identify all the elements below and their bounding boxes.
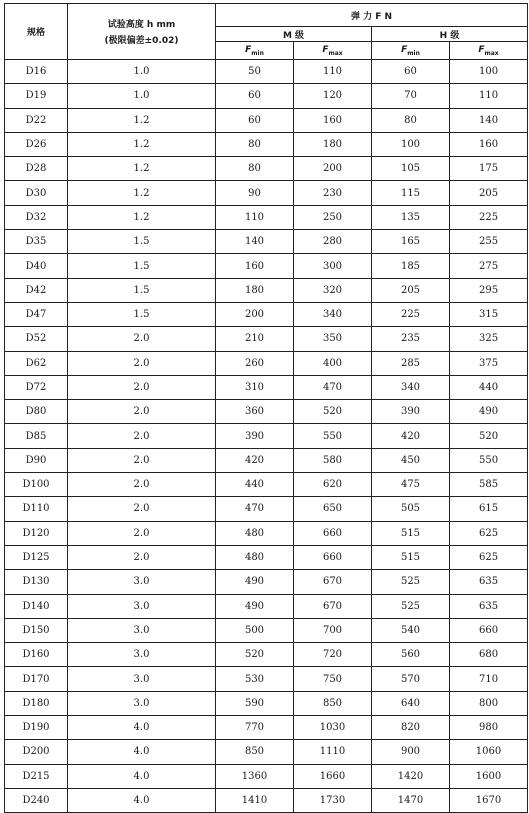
m-fmax-cell: 110	[294, 60, 372, 84]
spec-cell: D170	[5, 667, 68, 691]
m-fmin-cell: 160	[216, 254, 294, 278]
h-fmin-cell: 105	[372, 157, 450, 181]
h-fmin-cell: 475	[372, 473, 450, 497]
h-fmax-cell: 980	[450, 716, 528, 740]
table-row	[5, 205, 528, 229]
f-symbol: F	[478, 44, 485, 55]
h-fmin-cell: 525	[372, 594, 450, 618]
h-fmax-cell: 680	[450, 643, 528, 667]
spec-cell: D19	[5, 84, 68, 108]
h-fmax-cell: 710	[450, 667, 528, 691]
test-height-cell: 1.5	[68, 230, 216, 254]
m-fmin-cell: 770	[216, 716, 294, 740]
m-fmin-cell: 140	[216, 230, 294, 254]
h-fmax-cell: 175	[450, 157, 528, 181]
h-fmin-cell: 570	[372, 667, 450, 691]
h-fmax-cell: 800	[450, 691, 528, 715]
test-height-cell: 1.2	[68, 205, 216, 229]
table-row	[5, 643, 528, 667]
test-height-cell: 2.0	[68, 521, 216, 545]
m-fmin-cell: 260	[216, 351, 294, 375]
h-fmin-cell: 80	[372, 108, 450, 132]
m-fmax-cell: 550	[294, 424, 372, 448]
m-fmax-cell: 340	[294, 302, 372, 326]
table-row	[5, 327, 528, 351]
test-height-cell: 2.0	[68, 351, 216, 375]
h-fmin-cell: 540	[372, 618, 450, 642]
min-subscript: min	[407, 49, 420, 57]
h-fmin-cell: 390	[372, 400, 450, 424]
spec-cell: D215	[5, 764, 68, 788]
m-fmax-cell: 470	[294, 375, 372, 399]
m-fmax-cell: 750	[294, 667, 372, 691]
table-row	[5, 424, 528, 448]
test-height-cell: 1.0	[68, 60, 216, 84]
h-fmin-cell: 420	[372, 424, 450, 448]
m-fmax-header	[294, 42, 372, 60]
h-fmin-cell: 115	[372, 181, 450, 205]
test-height-cell: 2.0	[68, 497, 216, 521]
spec-cell: D47	[5, 302, 68, 326]
spec-cell: D240	[5, 788, 68, 812]
spec-cell: D140	[5, 594, 68, 618]
m-fmax-cell: 650	[294, 497, 372, 521]
h-fmin-cell: 340	[372, 375, 450, 399]
table-row	[5, 400, 528, 424]
table-row	[5, 132, 528, 156]
m-fmin-cell: 210	[216, 327, 294, 351]
h-fmax-cell: 255	[450, 230, 528, 254]
m-fmin-cell: 520	[216, 643, 294, 667]
spec-cell: D180	[5, 691, 68, 715]
table-row	[5, 84, 528, 108]
h-fmin-cell: 225	[372, 302, 450, 326]
h-fmin-cell: 70	[372, 84, 450, 108]
m-fmax-cell: 1110	[294, 740, 372, 764]
table-row	[5, 594, 528, 618]
table-row	[5, 60, 528, 84]
h-fmax-cell: 625	[450, 545, 528, 569]
m-fmin-cell: 490	[216, 594, 294, 618]
m-fmin-cell: 590	[216, 691, 294, 715]
table-row	[5, 667, 528, 691]
test-height-cell: 2.0	[68, 327, 216, 351]
m-fmin-cell: 90	[216, 181, 294, 205]
h-fmin-cell: 640	[372, 691, 450, 715]
table-row	[5, 181, 528, 205]
test-height-cell: 2.0	[68, 448, 216, 472]
h-fmax-cell: 615	[450, 497, 528, 521]
spec-cell: D22	[5, 108, 68, 132]
h-fmax-cell: 490	[450, 400, 528, 424]
m-fmin-cell: 180	[216, 278, 294, 302]
h-fmin-cell: 205	[372, 278, 450, 302]
h-fmin-cell: 1420	[372, 764, 450, 788]
table-row	[5, 788, 528, 812]
grade-m-header: M 级	[216, 27, 372, 42]
h-fmax-cell: 1670	[450, 788, 528, 812]
table-row	[5, 497, 528, 521]
test-height-cell: 2.0	[68, 424, 216, 448]
tolerance-note: (极限偏差±0.02)	[104, 36, 179, 46]
m-fmin-cell: 80	[216, 157, 294, 181]
m-fmax-cell: 200	[294, 157, 372, 181]
h-fmax-cell: 275	[450, 254, 528, 278]
m-fmin-cell: 390	[216, 424, 294, 448]
m-fmax-cell: 1660	[294, 764, 372, 788]
table-row	[5, 521, 528, 545]
h-fmax-cell: 520	[450, 424, 528, 448]
m-fmin-cell: 80	[216, 132, 294, 156]
spec-header: 规格	[5, 4, 68, 60]
spec-cell: D26	[5, 132, 68, 156]
f-symbol: F	[322, 44, 329, 55]
h-fmax-cell: 225	[450, 205, 528, 229]
m-fmax-cell: 620	[294, 473, 372, 497]
spec-cell: D85	[5, 424, 68, 448]
m-fmin-cell: 310	[216, 375, 294, 399]
test-height-cell: 4.0	[68, 716, 216, 740]
spec-cell: D80	[5, 400, 68, 424]
grade-h-header: H 级	[372, 27, 528, 42]
m-fmin-cell: 480	[216, 521, 294, 545]
m-fmin-cell: 490	[216, 570, 294, 594]
table-row	[5, 351, 528, 375]
test-height-cell: 3.0	[68, 667, 216, 691]
test-height-cell: 1.2	[68, 181, 216, 205]
table-row	[5, 740, 528, 764]
m-fmin-cell: 470	[216, 497, 294, 521]
table-row	[5, 545, 528, 569]
table-row	[5, 473, 528, 497]
m-fmax-cell: 1730	[294, 788, 372, 812]
table-row	[5, 716, 528, 740]
spec-cell: D52	[5, 327, 68, 351]
m-fmax-cell: 160	[294, 108, 372, 132]
spec-cell: D28	[5, 157, 68, 181]
m-fmax-cell: 230	[294, 181, 372, 205]
m-fmin-cell: 500	[216, 618, 294, 642]
m-fmax-cell: 670	[294, 594, 372, 618]
test-height-cell: 1.2	[68, 132, 216, 156]
h-fmax-header	[450, 42, 528, 60]
m-fmin-cell: 60	[216, 108, 294, 132]
m-fmax-cell: 180	[294, 132, 372, 156]
table-row	[5, 230, 528, 254]
h-fmax-cell: 375	[450, 351, 528, 375]
spec-cell: D120	[5, 521, 68, 545]
spec-cell: D42	[5, 278, 68, 302]
m-fmin-cell: 60	[216, 84, 294, 108]
spring-force-table	[4, 3, 528, 813]
test-height-cell: 1.0	[68, 84, 216, 108]
h-fmin-cell: 900	[372, 740, 450, 764]
m-fmax-cell: 250	[294, 205, 372, 229]
m-fmax-cell: 1030	[294, 716, 372, 740]
h-fmin-cell: 820	[372, 716, 450, 740]
m-fmin-cell: 110	[216, 205, 294, 229]
table-row	[5, 448, 528, 472]
spec-cell: D35	[5, 230, 68, 254]
h-fmin-cell: 285	[372, 351, 450, 375]
m-fmin-cell: 440	[216, 473, 294, 497]
spec-cell: D100	[5, 473, 68, 497]
spec-cell: D16	[5, 60, 68, 84]
h-fmax-cell: 635	[450, 594, 528, 618]
h-fmin-cell: 165	[372, 230, 450, 254]
spec-cell: D200	[5, 740, 68, 764]
spec-cell: D125	[5, 545, 68, 569]
m-fmin-cell: 850	[216, 740, 294, 764]
test-height-cell: 1.5	[68, 302, 216, 326]
spec-cell: D110	[5, 497, 68, 521]
spec-cell: D160	[5, 643, 68, 667]
test-height-cell: 4.0	[68, 788, 216, 812]
m-fmax-cell: 660	[294, 521, 372, 545]
m-fmin-cell: 1410	[216, 788, 294, 812]
h-fmax-cell: 295	[450, 278, 528, 302]
m-fmin-cell: 1360	[216, 764, 294, 788]
min-subscript: min	[251, 49, 264, 57]
test-height-cell: 4.0	[68, 764, 216, 788]
h-fmin-cell: 450	[372, 448, 450, 472]
m-fmax-cell: 850	[294, 691, 372, 715]
m-fmax-cell: 320	[294, 278, 372, 302]
max-subscript: max	[328, 49, 343, 57]
m-fmax-cell: 400	[294, 351, 372, 375]
spec-cell: D62	[5, 351, 68, 375]
h-fmin-cell: 235	[372, 327, 450, 351]
spec-cell: D30	[5, 181, 68, 205]
m-fmax-cell: 350	[294, 327, 372, 351]
m-fmax-cell: 720	[294, 643, 372, 667]
test-height-cell: 2.0	[68, 400, 216, 424]
h-fmax-cell: 1060	[450, 740, 528, 764]
f-symbol: F	[401, 44, 408, 55]
h-fmin-header	[372, 42, 450, 60]
spec-cell: D40	[5, 254, 68, 278]
m-fmin-cell: 50	[216, 60, 294, 84]
m-fmin-cell: 530	[216, 667, 294, 691]
m-fmax-cell: 670	[294, 570, 372, 594]
h-fmax-cell: 100	[450, 60, 528, 84]
test-height-cell: 3.0	[68, 691, 216, 715]
test-height-cell: 3.0	[68, 618, 216, 642]
spec-cell: D90	[5, 448, 68, 472]
h-fmax-cell: 140	[450, 108, 528, 132]
spec-cell: D72	[5, 375, 68, 399]
m-fmin-cell: 360	[216, 400, 294, 424]
test-height-label: 试验高度 h mm	[107, 20, 176, 30]
h-fmin-cell: 515	[372, 545, 450, 569]
h-fmin-cell: 560	[372, 643, 450, 667]
m-fmax-cell: 120	[294, 84, 372, 108]
m-fmin-cell: 200	[216, 302, 294, 326]
m-fmax-cell: 700	[294, 618, 372, 642]
max-subscript: max	[484, 49, 499, 57]
h-fmax-cell: 205	[450, 181, 528, 205]
table-row	[5, 278, 528, 302]
h-fmax-cell: 1600	[450, 764, 528, 788]
h-fmax-cell: 635	[450, 570, 528, 594]
h-fmin-cell: 135	[372, 205, 450, 229]
h-fmax-cell: 660	[450, 618, 528, 642]
table-row	[5, 691, 528, 715]
spec-cell: D130	[5, 570, 68, 594]
h-fmin-cell: 100	[372, 132, 450, 156]
table-row	[5, 570, 528, 594]
table-row	[5, 618, 528, 642]
table-row	[5, 157, 528, 181]
m-fmin-header	[216, 42, 294, 60]
h-fmax-cell: 550	[450, 448, 528, 472]
force-header: 弹 力 F N	[216, 4, 528, 27]
m-fmax-cell: 580	[294, 448, 372, 472]
h-fmin-cell: 185	[372, 254, 450, 278]
h-fmin-cell: 515	[372, 521, 450, 545]
table-row	[5, 302, 528, 326]
test-height-cell: 1.2	[68, 108, 216, 132]
test-height-cell: 3.0	[68, 643, 216, 667]
h-fmin-cell: 60	[372, 60, 450, 84]
m-fmax-cell: 660	[294, 545, 372, 569]
test-height-cell: 1.5	[68, 254, 216, 278]
h-fmax-cell: 325	[450, 327, 528, 351]
h-fmin-cell: 525	[372, 570, 450, 594]
table-row	[5, 254, 528, 278]
test-height-cell: 2.0	[68, 375, 216, 399]
m-fmin-cell: 480	[216, 545, 294, 569]
spec-cell: D190	[5, 716, 68, 740]
test-height-cell: 3.0	[68, 594, 216, 618]
test-height-cell: 3.0	[68, 570, 216, 594]
test-height-cell: 2.0	[68, 473, 216, 497]
table-row	[5, 375, 528, 399]
h-fmax-cell: 160	[450, 132, 528, 156]
h-fmin-cell: 505	[372, 497, 450, 521]
test-height-cell: 4.0	[68, 740, 216, 764]
h-fmax-cell: 440	[450, 375, 528, 399]
m-fmax-cell: 300	[294, 254, 372, 278]
h-fmax-cell: 585	[450, 473, 528, 497]
h-fmax-cell: 625	[450, 521, 528, 545]
test-height-cell: 1.5	[68, 278, 216, 302]
test-height-header	[68, 4, 216, 60]
f-symbol: F	[245, 44, 252, 55]
m-fmax-cell: 280	[294, 230, 372, 254]
m-fmin-cell: 420	[216, 448, 294, 472]
spec-cell: D150	[5, 618, 68, 642]
table-row	[5, 764, 528, 788]
table-row	[5, 108, 528, 132]
test-height-cell: 1.2	[68, 157, 216, 181]
h-fmin-cell: 1470	[372, 788, 450, 812]
h-fmax-cell: 110	[450, 84, 528, 108]
m-fmax-cell: 520	[294, 400, 372, 424]
spec-cell: D32	[5, 205, 68, 229]
h-fmax-cell: 315	[450, 302, 528, 326]
test-height-cell: 2.0	[68, 545, 216, 569]
